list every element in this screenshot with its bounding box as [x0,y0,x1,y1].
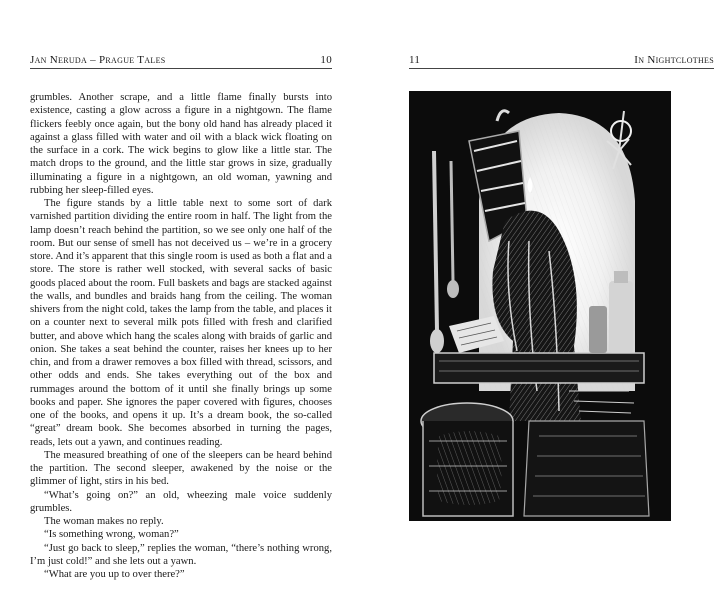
left-running-head [30,50,332,66]
left-page-number: 10 [320,54,332,66]
counter [434,353,644,383]
paragraph: “Is something wrong, woman?” [44,529,179,541]
right-page [357,0,714,600]
jar [609,281,633,353]
paragraph: The measured breathing of one of the sleepers can be heard behind the partition. The second sleeper, awakened by the noise or the glimmer of light, stirs in his bed. [30,449,332,488]
paragraph: The figure stands by a little table next to some sort of dark varnished partition dividing the entire room in half. The light from the lamp doesn’t reach behind the partition, so we see only one half of the room. But our sense of smell has not deceived us – we’re in a grocery store. And it’s apparent that this single room is used as both a flat and a store. The store is rather well stocked, with several sacks of basic goods placed about the room. Full baskets and bags are stacked against the walls, and bundles and braids hang from the ceiling. The woman shivers from the night cold, takes the lamp from the table, and places it on a counter next to several milk pots filled with fresh and clarified butter, and above which hang the scales along with braids of garlic and onion. She takes a seat behind the counter, raises her knees up to her chin, and from a drawer removes a box filled with thread, scissors, and other odds and ends. She takes everything out of the box and rummages around the bottom of it until she finally brings up some books and paper. She ignores the paper covered with figures, chooses one of the books, and opens it up. It’s a dream book, the so-called “great” dream book. She becomes absorbed in turning the pages, reads, lets out a yawn, and continues reading. [30,198,332,448]
chapter-title: In Nightclothes [634,54,714,66]
left-header-rule [30,68,332,69]
jar [589,306,607,353]
sacks [524,421,649,516]
book-author-title: Jan Neruda – Prague Tales [30,54,166,66]
paragraph: “Just go back to sleep,” replies the woman, “there’s nothing wrong, I’m just cold!” and she lets out a yawn. [30,542,332,567]
right-page-number: 11 [409,54,421,66]
right-header-rule [409,68,714,69]
right-running-head [409,50,714,66]
paragraph: The woman makes no reply. [44,516,164,527]
paragraph: grumbles. Another scrape, and a little flame finally bursts into existence, casting a glow across a figure in a nightgown. The flame flickers feebly once again, but the bony old hand has already placed it against a glass filled with water and oil with a black wick floating on the surface in a cork. The wick begins to glow like a little star. The match drops to the ground, and the little star grows in size, gradually illuminating a figure in a nightgown, an old woman, yawning and rubbing her sleep-filled eyes. [30,92,332,196]
woodcut-illustration [409,91,671,521]
paragraph: “What’s going on?” an old, wheezing male voice suddenly grumbles. [30,489,332,514]
woodcut-illustration-art [409,91,671,521]
paragraph: “What are you up to over there?” [44,569,185,580]
left-text-block [30,91,332,581]
